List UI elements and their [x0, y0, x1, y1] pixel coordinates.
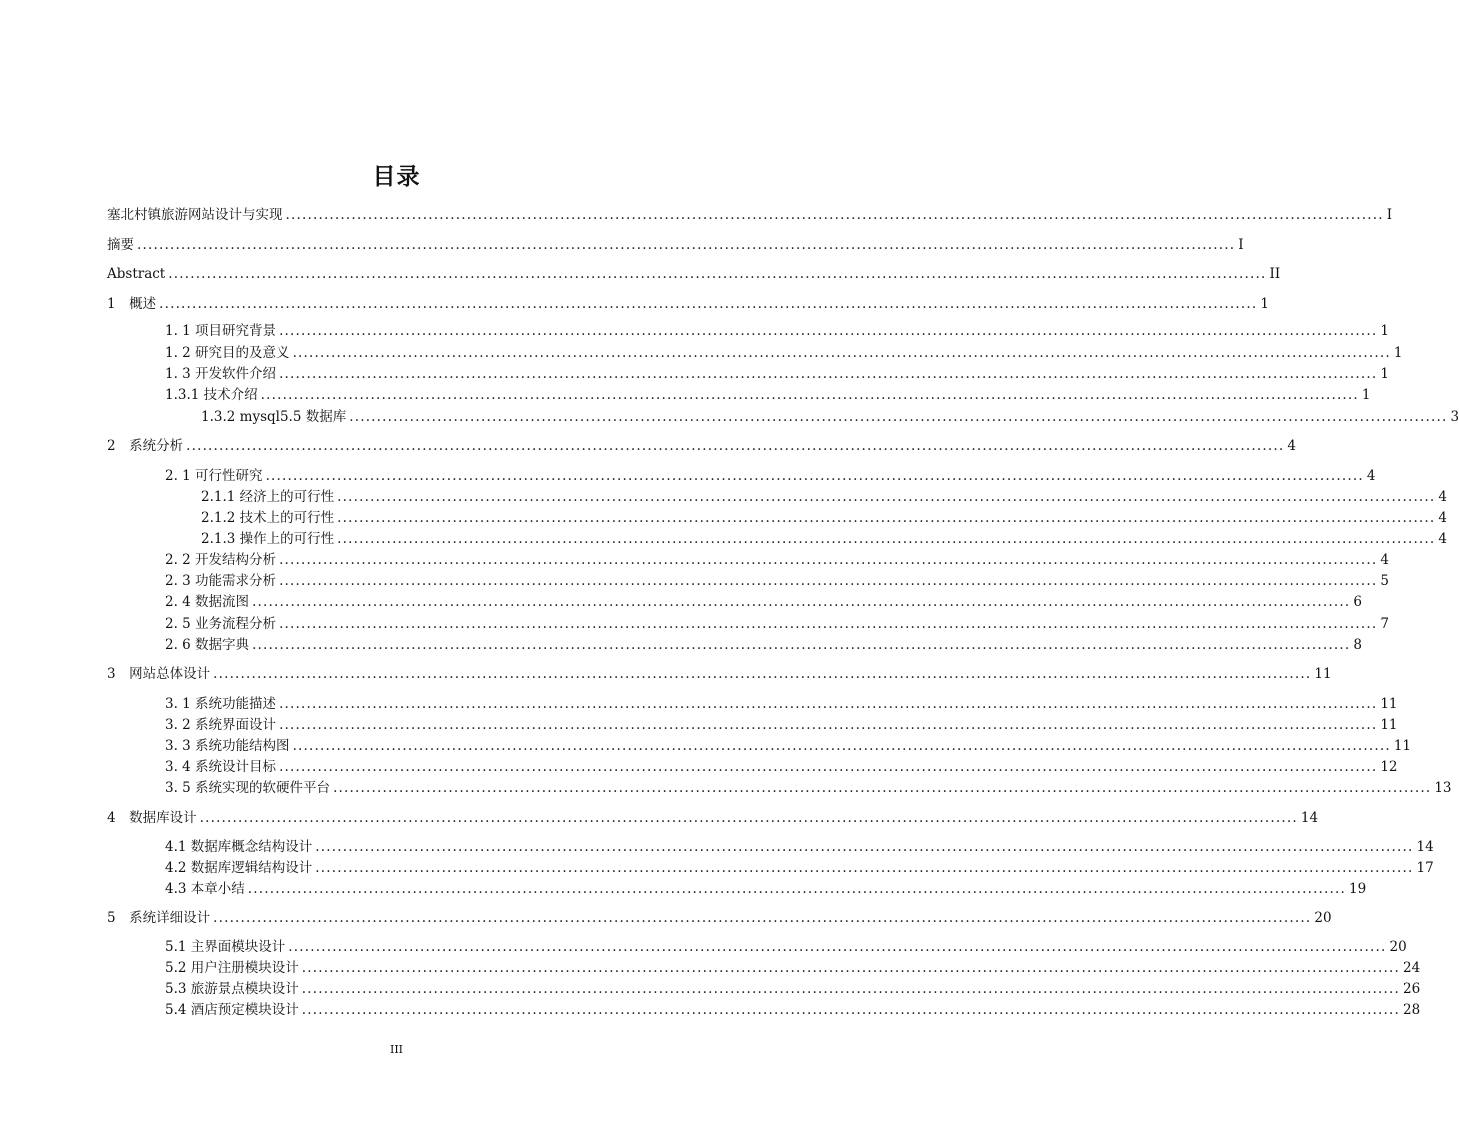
toc-leader-dots: ........................................................................................................................................................................................................ [301, 960, 1401, 976]
toc-entry[interactable] [165, 694, 1398, 714]
toc-leader-dots: ........................................................................................................................................................................................................ [279, 759, 1378, 775]
toc-entry-page: 11 [1314, 666, 1332, 682]
toc-entry[interactable] [165, 1000, 1421, 1020]
toc-entry-label: 1. 2 研究目的及意义 [165, 345, 290, 361]
toc-entry-page: 20 [1314, 910, 1332, 926]
toc-leader-dots: ........................................................................................................................................................................................................ [292, 738, 1391, 754]
toc-entry[interactable] [201, 487, 1448, 507]
toc-entry-page: 1 [1380, 323, 1389, 339]
toc-leader-dots: ........................................................................................................................................................................................................ [337, 510, 1436, 526]
toc-entry-page: 4 [1438, 510, 1448, 526]
toc-entry-page: I [1238, 237, 1244, 253]
toc-leader-dots: ........................................................................................................................................................................................................ [260, 387, 1359, 403]
toc-entry-label: 3. 4 系统设计目标 [165, 759, 277, 775]
toc-entry-label: 4.3 本章小结 [165, 881, 245, 897]
toc-entry-page: 28 [1403, 1002, 1421, 1018]
toc-entry[interactable] [165, 321, 1389, 341]
toc-entry[interactable] [107, 205, 1393, 225]
toc-entry[interactable] [107, 908, 1332, 928]
toc-entry-label: 5.1 主界面模块设计 [165, 939, 286, 955]
toc-entry-label: 3. 5 系统实现的软硬件平台 [165, 780, 331, 796]
toc-leader-dots: ........................................................................................................................................................................................................ [315, 839, 1414, 855]
toc-leader-dots: ........................................................................................................................................................................................................ [279, 552, 1378, 568]
toc-entry-label: 2. 2 开发结构分析 [165, 552, 277, 568]
toc-entry-label: 2. 4 数据流图 [165, 594, 250, 610]
toc-entry-page: 8 [1353, 637, 1362, 653]
toc-leader-dots: ........................................................................................................................................................................................................ [137, 237, 1236, 253]
toc-entry[interactable] [165, 778, 1452, 798]
toc-entry-label: 2. 5 业务流程分析 [165, 616, 277, 632]
toc-leader-dots: ........................................................................................................................................................................................................ [292, 345, 1391, 361]
toc-entry[interactable] [107, 664, 1332, 684]
toc-entry[interactable] [165, 343, 1403, 363]
toc-entry[interactable] [107, 235, 1244, 255]
toc-entry-page: 7 [1380, 616, 1389, 632]
toc-entry-page: 1 [1361, 387, 1371, 403]
toc-entry[interactable] [165, 635, 1362, 655]
toc-entry-page: 24 [1403, 960, 1421, 976]
toc-leader-dots: ........................................................................................................................................................................................................ [279, 696, 1378, 712]
toc-entry-label: 2.1.1 经济上的可行性 [201, 489, 335, 505]
toc-entry-label: 2. 6 数据字典 [165, 637, 250, 653]
toc-entry[interactable] [165, 757, 1398, 777]
toc-leader-dots: ........................................................................................................................................................................................................ [252, 594, 1351, 610]
toc-leader-dots: ........................................................................................................................................................................................................ [199, 810, 1298, 826]
toc-entry-label: 1 概述 [107, 296, 157, 312]
toc-entry[interactable] [201, 529, 1448, 549]
toc-leader-dots: ........................................................................................................................................................................................................ [337, 489, 1436, 505]
toc-entry-label: 4.1 数据库概念结构设计 [165, 839, 313, 855]
toc-entry-label: 2.1.2 技术上的可行性 [201, 510, 335, 526]
toc-entry-label: 3. 1 系统功能描述 [165, 696, 277, 712]
toc-entry-label: 5.3 旅游景点模块设计 [165, 981, 299, 997]
toc-entry-page: 4 [1438, 531, 1448, 547]
toc-entry[interactable] [165, 550, 1389, 570]
toc-leader-dots: ........................................................................................................................................................................................................ [279, 573, 1378, 589]
toc-entry-page: 11 [1380, 696, 1398, 712]
toc-leader-dots: ........................................................................................................................................................................................................ [213, 666, 1312, 682]
toc-entry-page: 5 [1380, 573, 1389, 589]
toc-entry[interactable] [165, 364, 1389, 384]
toc-leader-dots: ........................................................................................................................................................................................................ [213, 910, 1312, 926]
toc-entry[interactable] [165, 937, 1407, 957]
toc-leader-dots: ........................................................................................................................................................................................................ [279, 366, 1378, 382]
toc-entry-label: 2. 3 功能需求分析 [165, 573, 277, 589]
toc-entry-label: 1.3.1 技术介绍 [165, 387, 258, 403]
toc-entry-page: 4 [1438, 489, 1448, 505]
toc-entry-page: 19 [1349, 881, 1367, 897]
toc-entry-label: 4 数据库设计 [107, 810, 197, 826]
toc-entry-page: 1 [1393, 345, 1403, 361]
toc-leader-dots: ........................................................................................................................................................................................................ [279, 323, 1378, 339]
toc-entry-label: 5.2 用户注册模块设计 [165, 960, 299, 976]
toc-leader-dots: ........................................................................................................................................................................................................ [265, 468, 1364, 484]
toc-entry[interactable] [165, 385, 1371, 405]
toc-entry[interactable] [165, 736, 1412, 756]
toc-leader-dots: ........................................................................................................................................................................................................ [285, 207, 1384, 223]
toc-entry-page: 17 [1416, 860, 1434, 876]
toc-entry-label: 1. 3 开发软件介绍 [165, 366, 277, 382]
toc-entry[interactable] [165, 858, 1434, 878]
toc-title: 目录 [372, 164, 421, 190]
toc-entry[interactable] [165, 715, 1398, 735]
toc-entry[interactable] [201, 407, 1459, 427]
toc-entry[interactable] [107, 264, 1281, 284]
toc-leader-dots: ........................................................................................................................................................................................................ [301, 1002, 1401, 1018]
toc-entry-page: 4 [1380, 552, 1389, 568]
toc-leader-dots: ........................................................................................................................................................................................................ [337, 531, 1436, 547]
toc-leader-dots: ........................................................................................................................................................................................................ [279, 717, 1378, 733]
toc-entry-label: 3 网站总体设计 [107, 666, 211, 682]
toc-entry[interactable] [165, 958, 1421, 978]
toc-leader-dots: ........................................................................................................................................................................................................ [247, 881, 1347, 897]
toc-entry[interactable] [201, 508, 1448, 528]
toc-leader-dots: ........................................................................................................................................................................................................ [349, 409, 1448, 425]
toc-entry-page: 6 [1353, 594, 1362, 610]
toc-entry-page: 13 [1434, 780, 1452, 796]
toc-leader-dots: ........................................................................................................................................................................................................ [288, 939, 1387, 955]
toc-leader-dots: ........................................................................................................................................................................................................ [186, 438, 1285, 454]
toc-entry[interactable] [165, 571, 1389, 591]
toc-leader-dots: ........................................................................................................................................................................................................ [315, 860, 1414, 876]
toc-entry-page: 11 [1393, 738, 1412, 754]
toc-entry-label: 4.2 数据库逻辑结构设计 [165, 860, 313, 876]
page-number: III [389, 1043, 404, 1056]
toc-entry[interactable] [165, 979, 1421, 999]
toc-entry-page: 20 [1389, 939, 1407, 955]
toc-entry-page: 11 [1380, 717, 1398, 733]
toc-entry-label: 2.1.3 操作上的可行性 [201, 531, 335, 547]
toc-leader-dots: ........................................................................................................................................................................................................ [168, 266, 1267, 282]
toc-entry-label: 摘要 [107, 237, 134, 253]
toc-entry-label: 1. 1 项目研究背景 [165, 323, 277, 339]
toc-leader-dots: ........................................................................................................................................................................................................ [159, 296, 1258, 312]
toc-entry-page: 4 [1287, 438, 1296, 454]
toc-entry-page: 14 [1416, 839, 1434, 855]
toc-entry-page: II [1269, 266, 1281, 282]
toc-entry-label: 1.3.2 mysql5.5 数据库 [201, 409, 347, 425]
toc-entry-label: 塞北村镇旅游网站设计与实现 [107, 207, 283, 223]
toc-entry[interactable] [165, 879, 1367, 899]
toc-entry-page: 4 [1366, 468, 1376, 484]
toc-entry-label: 5.4 酒店预定模块设计 [165, 1002, 299, 1018]
toc-entry[interactable] [165, 592, 1362, 612]
toc-entry-label: Abstract [107, 266, 166, 282]
toc-entry-page: 1 [1260, 296, 1269, 312]
toc-entry[interactable] [107, 436, 1296, 456]
toc-entry-page: 14 [1300, 810, 1319, 826]
toc-entry-label: 2. 1 可行性研究 [165, 468, 263, 484]
toc-entry-label: 5 系统详细设计 [107, 910, 211, 926]
toc-entry[interactable] [107, 808, 1319, 828]
toc-leader-dots: ........................................................................................................................................................................................................ [252, 637, 1351, 653]
toc-entry[interactable] [165, 466, 1376, 486]
toc-entry-page: 3 [1450, 409, 1459, 425]
toc-entry[interactable] [165, 614, 1389, 634]
toc-entry-label: 3. 2 系统界面设计 [165, 717, 277, 733]
toc-entry-label: 3. 3 系统功能结构图 [165, 738, 290, 754]
toc-entry[interactable] [107, 294, 1269, 314]
toc-entry-page: 26 [1403, 981, 1421, 997]
toc-leader-dots: ........................................................................................................................................................................................................ [301, 981, 1401, 997]
toc-entry-page: 12 [1380, 759, 1398, 775]
toc-entry[interactable] [165, 837, 1434, 857]
toc-leader-dots: ........................................................................................................................................................................................................ [333, 780, 1432, 796]
toc-entry-label: 2 系统分析 [107, 438, 184, 454]
toc-entry-page: I [1386, 207, 1393, 223]
toc-leader-dots: ........................................................................................................................................................................................................ [279, 616, 1378, 632]
toc-entry-page: 1 [1380, 366, 1389, 382]
